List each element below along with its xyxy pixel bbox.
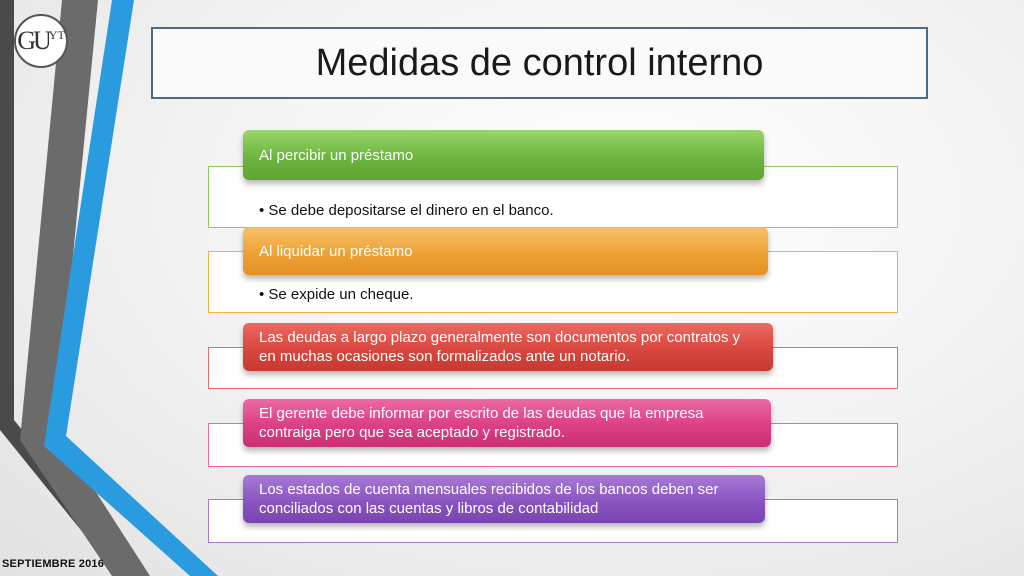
item-header: Los estados de cuenta mensuales recibidos de los bancos deben ser conciliados con las cuentas y libros de contabilidad xyxy=(243,475,765,523)
item-header: El gerente debe informar por escrito de las deudas que la empresa contraiga pero que sea aceptado y registrado. xyxy=(243,399,771,447)
logo: GU YT xyxy=(14,14,68,68)
item-header: Las deudas a largo plazo generalmente son documentos por contratos y en muchas ocasiones son formalizados ante un notario. xyxy=(243,323,773,371)
item-bullet: • Se expide un cheque. xyxy=(259,286,414,303)
page-title: Medidas de control interno xyxy=(315,41,764,84)
item-header: Al liquidar un préstamo xyxy=(243,227,768,275)
item-header: Al percibir un préstamo xyxy=(243,130,764,180)
title-box xyxy=(151,27,928,99)
footer-date: SEPTIEMBRE 2016 xyxy=(2,558,105,570)
item-bullet: • Se debe depositarse el dinero en el banco. xyxy=(259,202,554,219)
